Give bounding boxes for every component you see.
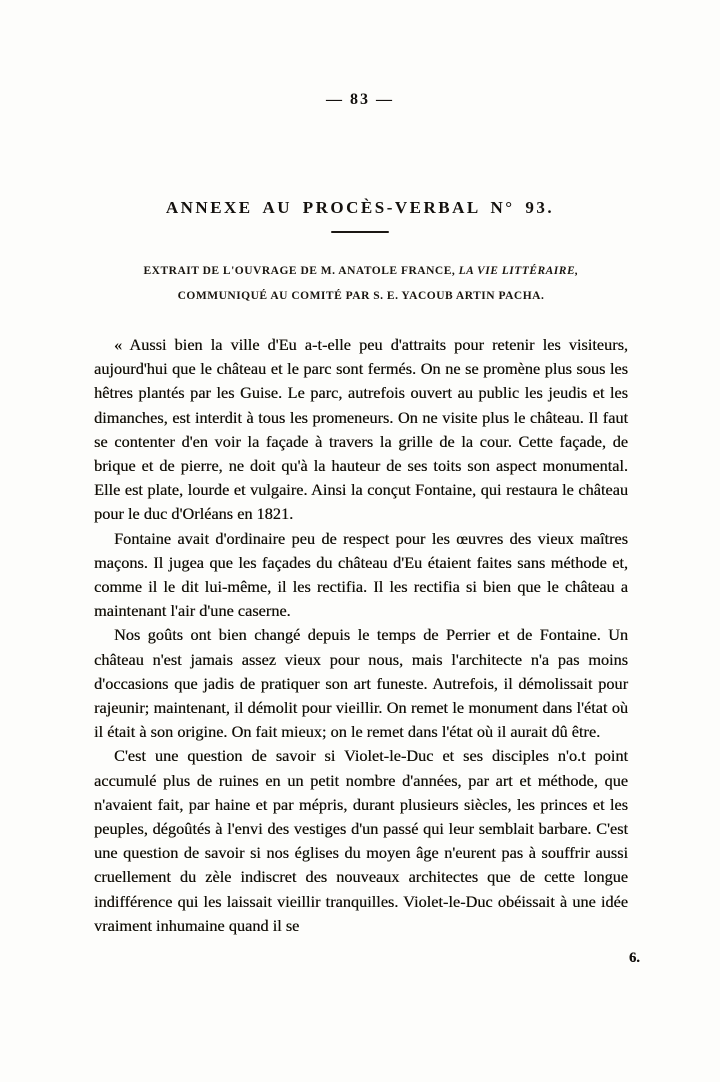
paragraph-4: C'est une question de savoir si Violet-le-Duc et ses disciples n'o.t point accumulé plus de ruines en un petit nombre d'années, par art et méthode, que n'avaient fait, par haine et par mépris, durant plusieurs siècles, les princes et les peuples, dégoûtés à l'envi des vestiges d'un passé qui leur semblait barbare. C'est une question de savoir si nos églises du moyen âge n'eurent pas à souffrir aussi cruellement du zèle indiscret des nouveaux architectes que de cette longue indifférence qui les laissait vieillir tranquilles. Violet-le-Duc obéissait à une idée vraiment inhumaine quand il se xyxy=(94,746,628,935)
section-heading: ANNEXE AU PROCÈS-VERBAL N° 93. xyxy=(165,198,555,217)
body-text xyxy=(94,333,628,938)
paragraph-3: Nos goûts ont bien changé depuis le temps de Perrier et de Fontaine. Un château n'est jamais assez vieux pour nous, mais l'architecte n'a pas moins d'occasions que jadis de pratiquer son art funeste. Autrefois, il démolissait pour rajeunir; maintenant, il démolit pour vieillir. On remet le monument dans l'état où il était à son origine. On fait mieux; on le remet dans l'état où il aurait dû être. xyxy=(94,625,628,742)
subheading-extract-text: EXTRAIT DE L'OUVRAGE DE M. ANATOLE FRANCE, xyxy=(143,265,459,277)
subheading-line-1 xyxy=(94,259,628,284)
subheading-line-2: COMMUNIQUÉ AU COMITÉ PAR S. E. YACOUB ARTIN PACHA. xyxy=(177,290,545,302)
paragraph-1: « Aussi bien la ville d'Eu a-t-elle peu d'attraits pour retenir les visiteurs, aujourd'hui que le château et le parc sont fermés. On ne se promène plus sous les hêtres plantés par les Guise. Le parc, autrefois ouvert au public les jeudis et les dimanches, est interdit à tous les promeneurs. On ne visite plus le château. Il faut se contenter d'en voir la façade à travers la grille de la cour. Cette façade, de brique et de pierre, ne doit qu'à la hauteur de ses toits son aspect monumental. Elle est plate, lourde et vulgaire. Ainsi la conçut Fontaine, qui restaura le château pour le duc d'Orléans en 1821. xyxy=(94,335,628,524)
work-title-italic: LA VIE LITTÉRAIRE, xyxy=(458,265,579,277)
page-number: — 83 — xyxy=(326,91,394,108)
paragraph-2: Fontaine avait d'ordinaire peu de respect pour les œuvres des vieux maîtres maçons. Il jugea que les façades du château d'Eu étaient faites sans méthode et, comme il le dit lui-même, il les rectifia. Il les rectifia si bien que le château a maintenant l'air d'une caserne. xyxy=(94,528,628,621)
heading-rule-ornament xyxy=(331,231,389,233)
subheading xyxy=(94,259,628,309)
signature-mark: 6. xyxy=(629,950,640,966)
